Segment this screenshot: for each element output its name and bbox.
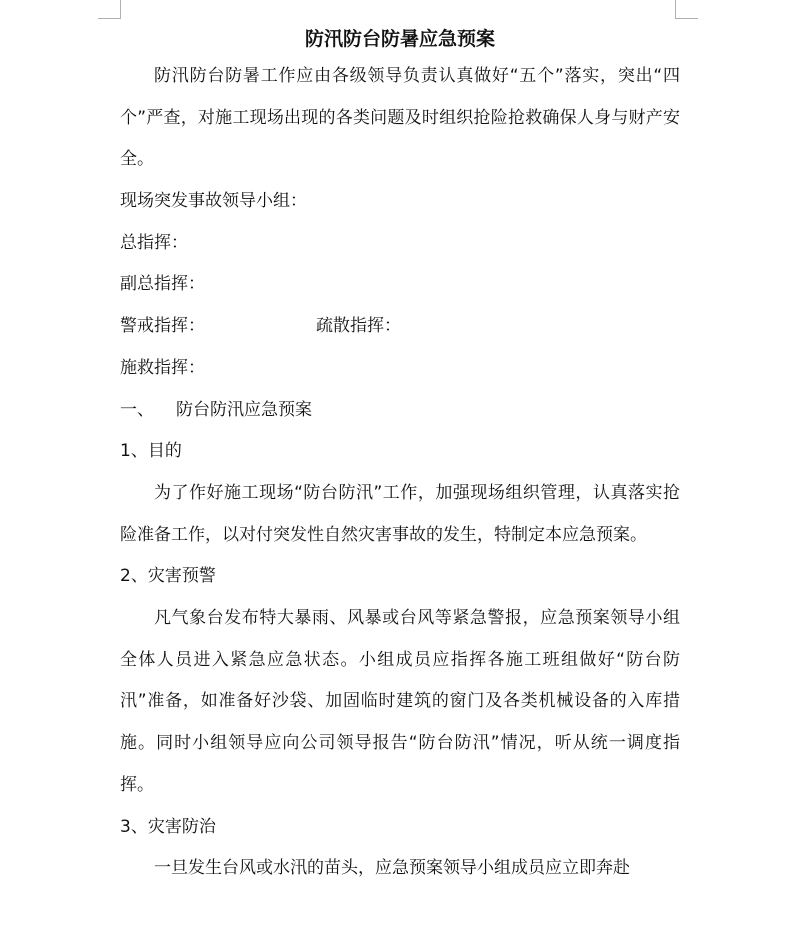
rescue-commander-label: 施救指挥： <box>120 357 205 378</box>
section-1-heading <box>120 390 680 432</box>
leadership-group-label: 现场突发事故领导小组： <box>120 191 307 212</box>
evacuation-commander-label: 疏散指挥： <box>316 316 401 337</box>
section-1-number: 一、 <box>120 399 154 420</box>
item-1-paragraph: 为了作好施工现场“防台防汛”工作，加强现场组织管理，认真落实抢险准备工作，以对付突发性自然灾害事故的发生，特制定本应急预案。 <box>120 482 680 545</box>
document-body <box>120 22 680 890</box>
alert-commander-label: 警戒指挥： <box>120 316 205 337</box>
chief-commander-label: 总指挥： <box>120 232 188 253</box>
item-1-heading: 1、目的 <box>120 441 182 462</box>
document-title: 防汛防台防暑应急预案 <box>304 28 495 50</box>
section-1-title: 防台防汛应急预案 <box>176 399 312 420</box>
page-corner-mark-right <box>675 0 698 19</box>
commander-row <box>120 306 680 348</box>
item-2-heading: 2、灾害预警 <box>120 566 216 587</box>
intro-paragraph: 防汛防台防暑工作应由各级领导负责认真做好“五个”落实，突出“四个”严查，对施工现场出现的各类问题及时组织抢险抢救确保人身与财产安全。 <box>120 66 680 170</box>
page-corner-mark-left <box>98 0 121 19</box>
item-3-heading: 3、灾害防治 <box>120 816 216 837</box>
vice-chief-commander-label: 副总指挥： <box>120 274 205 295</box>
item-2-paragraph: 凡气象台发布特大暴雨、风暴或台风等紧急警报，应急预案领导小组全体人员进入紧急应急状态。小组成员应指挥各施工班组做好“防台防汛”准备，如准备好沙袋、加固临时建筑的窗门及各类机械设备的入库措施。同时小组领导应向公司领导报告“防台防汛”情况，听从统一调度指挥。 <box>120 608 680 795</box>
item-3-paragraph: 一旦发生台风或水汛的苗头，应急预案领导小组成员应立即奔赴 <box>154 858 630 879</box>
